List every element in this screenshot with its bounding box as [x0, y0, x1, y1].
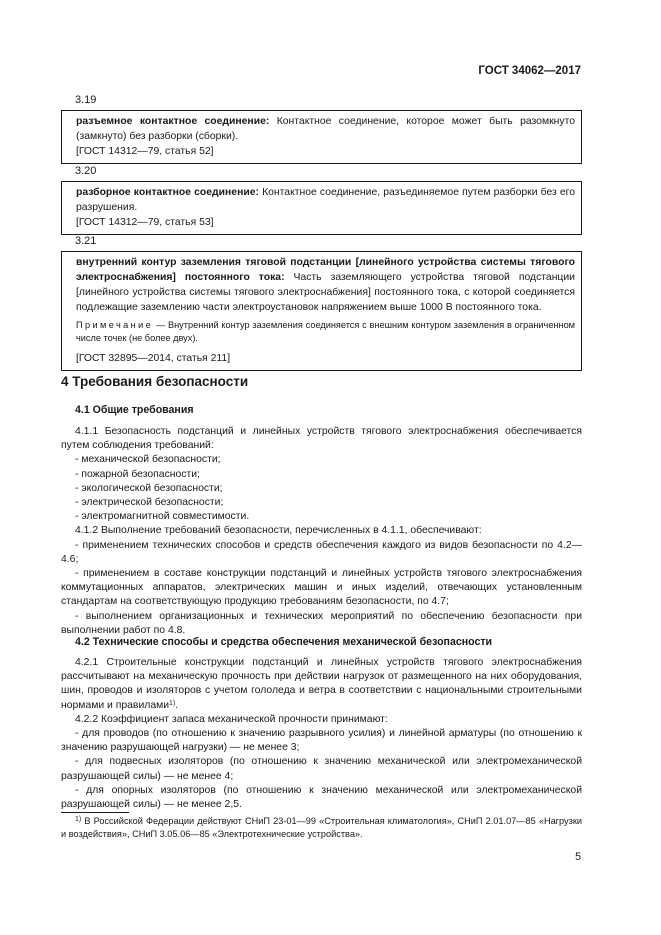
- definition-text: Контактное соединение, которое может быть разомкнуто (замкнуто) без разборки (сборки).: [76, 116, 576, 142]
- paragraph: 4.1.1 Безопасность подстанций и линейных устройств тягового электроснабжения обеспечивается путем соблюдения требований:: [61, 426, 582, 452]
- list-item: - электрической безопасности;: [75, 497, 224, 509]
- footnote-separator: [61, 812, 129, 813]
- term-definition: [76, 185, 575, 215]
- term-box: [61, 251, 582, 371]
- list-item: - электромагнитной совместимости.: [75, 511, 250, 523]
- section-4-1-body: [61, 425, 582, 638]
- term-name: разъемное контактное соединение:: [76, 116, 270, 127]
- term-source: [ГОСТ 14312—79, статья 53]: [76, 217, 214, 228]
- list-item: - механической безопасности;: [75, 454, 221, 466]
- subsection-title: 4.2 Технические способы и средства обеспечения механической безопасности: [75, 636, 493, 648]
- footnote-marker: 1): [75, 816, 82, 823]
- section-title: 4 Требования безопасности: [61, 374, 249, 389]
- list-item: - для опорных изоляторов (по отношению к значению механической или электромеханической разрушающей силы) — не менее 2,5.: [61, 784, 582, 811]
- document-header: ГОСТ 34062—2017: [478, 65, 581, 77]
- definition-text: Часть заземляющего устройства тяговой подстанции [линейного устройства системы тягового электроснабжения] постоянного тока, с которой соединяется подлежащие заземлению части электроустановок напряжением выше 1000 В постоянного тока.: [76, 272, 575, 313]
- footnote-ref: 1): [169, 699, 176, 707]
- term-box: [61, 110, 582, 164]
- term-box: [61, 181, 582, 235]
- term-source: [ГОСТ 14312—79, статья 52]: [76, 146, 214, 157]
- term-note: [76, 319, 575, 345]
- paragraph: 4.2.2 Коэффициент запаса механической прочности принимают:: [75, 713, 388, 725]
- list-item: - для подвесных изоляторов (по отношению к значению механической или электромеханической разрушающей силы) — не менее 4;: [61, 756, 582, 782]
- footnote-body: В Российской Федерации действуют СНиП 23-01—99 «Строительная климатология», СНиП 2.01.07—85 «Нагрузки и воздействия», СНиП 3.05.06—85 «Электротехнические устройства».: [61, 816, 582, 839]
- note-text: — Внутренний контур заземления соединяется с внешним контуром заземления в ограниченном числе точек (не более двух).: [76, 320, 575, 343]
- term-definition: [76, 114, 575, 144]
- term-source: [ГОСТ 32895—2014, статья 211]: [76, 353, 231, 364]
- term-name: внутренний контур заземления тяговой подстанции [линейного устройства системы тягового электроснабжения] постоянного тока:: [76, 257, 575, 283]
- list-item: - выполнением организационных и технических мероприятий по обеспечению безопасности при выполнении работ по 4.8.: [61, 610, 582, 636]
- footnote: [61, 815, 582, 841]
- page-number: 5: [575, 851, 581, 863]
- term-number: 3.21: [75, 235, 97, 247]
- list-item: - пожарной безопасности;: [75, 468, 200, 480]
- list-item: - экологической безопасности;: [75, 482, 223, 494]
- list-item: - применением в составе конструкции подстанций и линейных устройств тягового электроснабжения коммутационных аппаратов, электрических машин и иных изделий, отвечающих установленным стандартам на соответствующую продукцию требованиям безопасности, по 4.7;: [61, 568, 582, 608]
- subsection-title: 4.1 Общие требования: [75, 404, 194, 416]
- paragraph-text: 4.2.1 Строительные конструкции подстанций и линейных устройств тягового электроснабжения рассчитывают на механическую прочность при действии нагрузок от размещенного на них оборудования, шин, проводов и изоляторов с учетом гололеда и ветра в соответствии с национальными строительными нормами и правилами: [61, 657, 582, 711]
- footnote-text: [61, 815, 582, 841]
- section-4-2-body: [61, 656, 582, 812]
- paragraph: [61, 656, 582, 713]
- term-definition: [76, 255, 575, 315]
- term-name: разборное контактное соединение:: [76, 187, 259, 198]
- term-number: 3.19: [75, 94, 97, 106]
- definition-text: Контактное соединение, разъединяемое путем разборки без его разрушения.: [76, 187, 575, 213]
- paragraph-end: .: [175, 699, 179, 711]
- term-number: 3.20: [75, 165, 97, 177]
- paragraph: 4.1.2 Выполнение требований безопасности, перечисленных в 4.1.1, обеспечивают:: [75, 525, 482, 537]
- list-item: - для проводов (по отношению к значению разрывного усилия) и линейной арматуры (по отношению к значению разрушающей нагрузки) — не менее 3;: [61, 728, 582, 754]
- list-item: - применением технических способов и средств обеспечения каждого из видов безопасности по 4.2—4.6;: [61, 539, 582, 565]
- note-label: Примечание: [76, 320, 154, 330]
